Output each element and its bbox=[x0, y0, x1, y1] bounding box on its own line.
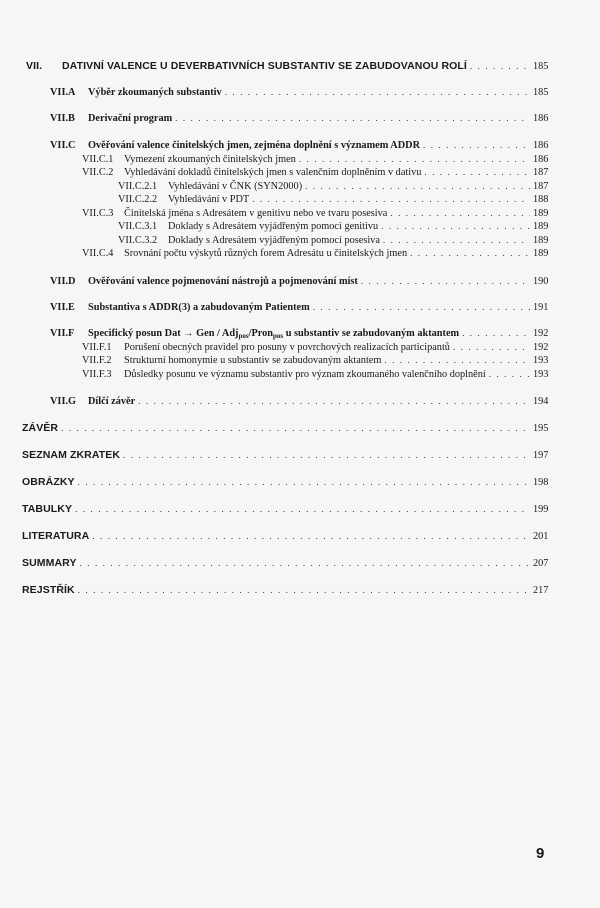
toc-entry-chapter[interactable] bbox=[22, 557, 548, 569]
toc-entry-subsection[interactable] bbox=[82, 248, 548, 259]
toc-entry-number: VII.B bbox=[50, 113, 75, 124]
toc-entry-title: ZÁVĚR bbox=[22, 422, 59, 434]
toc-entry-subsection[interactable] bbox=[82, 167, 548, 178]
toc-entry-title: OBRÁZKY bbox=[22, 476, 75, 488]
toc-entry-page: 192 bbox=[533, 342, 549, 353]
toc-entry-subsection[interactable] bbox=[82, 369, 548, 380]
leader-dots bbox=[489, 369, 530, 379]
leader-dots bbox=[313, 302, 530, 312]
leader-dots bbox=[78, 585, 530, 595]
toc-entry-number: VII. bbox=[26, 60, 43, 72]
leader-dots bbox=[92, 531, 530, 541]
toc-entry-number: VII.C.3.2 bbox=[118, 235, 158, 246]
toc-entry-page: 189 bbox=[533, 235, 549, 246]
leader-dots bbox=[361, 276, 530, 286]
leader-dots bbox=[384, 355, 530, 365]
toc-entry-chapter[interactable] bbox=[22, 476, 548, 488]
leader-dots bbox=[470, 61, 530, 71]
toc-entry-section[interactable] bbox=[50, 302, 548, 313]
leader-dots bbox=[138, 396, 530, 406]
toc-entry-title: Strukturní homonymie u substantiv se zabudovaným aktantem bbox=[124, 355, 382, 366]
toc-entry-page: 188 bbox=[533, 194, 549, 205]
leader-dots bbox=[381, 221, 530, 231]
toc-entry-number: VII.C.2.2 bbox=[118, 194, 158, 205]
toc-entry-title: Derivační program bbox=[88, 113, 173, 124]
leader-dots bbox=[225, 87, 530, 97]
toc-entry-page: 197 bbox=[533, 450, 549, 461]
toc-entry-subsubsection[interactable] bbox=[118, 194, 548, 205]
leader-dots bbox=[175, 113, 530, 123]
toc-entry-title: Doklady s Adresátem vyjádřeným pomocí posesiva bbox=[168, 235, 380, 246]
toc-entry-title: Ověřování valence činitelských jmen, zejména doplnění s významem ADDR bbox=[88, 140, 421, 151]
toc-entry-section[interactable] bbox=[50, 276, 548, 287]
leader-dots bbox=[410, 248, 530, 258]
toc-entry-page: 185 bbox=[533, 61, 549, 72]
toc-entry-number: VII.C.3.1 bbox=[118, 221, 158, 232]
toc-entry-title: Vymezení zkoumaných činitelských jmen bbox=[124, 154, 296, 165]
leader-dots bbox=[252, 194, 530, 204]
toc-entry-page: 187 bbox=[533, 181, 549, 192]
toc-entry-number: VII.C.2 bbox=[82, 167, 114, 178]
toc-entry-page: 190 bbox=[533, 276, 549, 287]
toc-entry-page: 199 bbox=[533, 504, 549, 515]
toc-entry-section[interactable] bbox=[50, 140, 548, 151]
leader-dots bbox=[453, 342, 530, 352]
toc-entry-page: 186 bbox=[533, 154, 549, 165]
toc-entry-subsection[interactable] bbox=[82, 208, 548, 219]
toc-entry-title: REJSTŘÍK bbox=[22, 584, 75, 596]
toc-entry-subsubsection[interactable] bbox=[118, 181, 548, 192]
toc-entry-page: 186 bbox=[533, 140, 549, 151]
toc-entry-title: Důsledky posunu ve významu substantiv pro význam zkoumaného valenčního doplnění bbox=[124, 369, 486, 380]
toc-entry-subsection[interactable] bbox=[82, 342, 548, 353]
toc-entry-subsection[interactable] bbox=[82, 154, 548, 165]
toc-entry-page: 198 bbox=[533, 477, 549, 488]
toc-entry-title: Vyhledávání dokladů činitelských jmen s valenčním doplněním v dativu bbox=[124, 167, 422, 178]
toc-entry-chapter[interactable] bbox=[22, 422, 548, 434]
toc-entry-section[interactable] bbox=[50, 396, 548, 407]
toc-entry-page: 185 bbox=[533, 87, 549, 98]
toc-entry-page: 193 bbox=[533, 369, 549, 380]
toc-entry-page: 187 bbox=[533, 167, 549, 178]
toc-entry-title: LITERATURA bbox=[22, 530, 90, 542]
toc-entry-page: 195 bbox=[533, 423, 549, 434]
toc-entry-section[interactable] bbox=[50, 328, 548, 339]
toc-entry-page: 189 bbox=[533, 248, 549, 259]
leader-dots bbox=[305, 181, 530, 191]
page-number: 9 bbox=[536, 845, 545, 862]
leader-dots bbox=[424, 167, 530, 177]
toc-entry-page: 193 bbox=[533, 355, 549, 366]
toc-entry-number: VII.C.3 bbox=[82, 208, 114, 219]
leader-dots bbox=[423, 140, 530, 150]
leader-dots bbox=[123, 450, 530, 460]
toc-entry-subsection[interactable] bbox=[82, 355, 548, 366]
toc-entry-number: VII.F bbox=[50, 328, 75, 339]
toc-entry-page: 217 bbox=[533, 585, 549, 596]
toc-entry-title: Srovnání počtu výskytů různých forem Adresátu u činitelských jmen bbox=[124, 248, 408, 259]
leader-dots bbox=[75, 504, 530, 514]
toc-entry-page: 189 bbox=[533, 208, 549, 219]
toc-entry-title: Doklady s Adresátem vyjádřeným pomocí genitivu bbox=[168, 221, 379, 232]
toc-entry-number: VII.C.1 bbox=[82, 154, 114, 165]
toc-entry-number: VII.C bbox=[50, 140, 76, 151]
toc-entry-chapter[interactable] bbox=[22, 449, 548, 461]
toc-entry-title: Substantiva s ADDR(3) a zabudovaným Patientem bbox=[88, 302, 310, 313]
leader-dots bbox=[383, 235, 530, 245]
toc-entry-title: Činitelská jména s Adresátem v genitivu nebo ve tvaru posesiva bbox=[124, 208, 388, 219]
toc-entry-page: 207 bbox=[533, 558, 549, 569]
toc-entry-number: VII.G bbox=[50, 396, 77, 407]
leader-dots bbox=[78, 477, 530, 487]
toc-entry-number: VII.C.4 bbox=[82, 248, 114, 259]
toc-entry-chapter[interactable] bbox=[22, 584, 548, 596]
leader-dots bbox=[61, 423, 530, 433]
toc-entry-page: 186 bbox=[533, 113, 549, 124]
toc-entry-section[interactable] bbox=[50, 87, 548, 98]
toc-entry-number: VII.A bbox=[50, 87, 76, 98]
toc-entry-page: 194 bbox=[533, 396, 549, 407]
toc-entry-page: 201 bbox=[533, 531, 549, 542]
toc-entry-title: TABULKY bbox=[22, 503, 73, 515]
toc-entry-title: Porušení obecných pravidel pro posuny v povrchových realizacích participantů bbox=[124, 342, 450, 353]
toc-entry-page: 192 bbox=[533, 328, 549, 339]
toc-entry-number: VII.F.1 bbox=[82, 342, 112, 353]
leader-dots bbox=[299, 154, 530, 164]
toc-entry-subsubsection[interactable] bbox=[118, 221, 548, 232]
toc-entry-title: Výběr zkoumaných substantiv bbox=[88, 87, 222, 98]
toc-entry-number: VII.F.2 bbox=[82, 355, 112, 366]
toc-entry-number: VII.F.3 bbox=[82, 369, 112, 380]
leader-dots bbox=[462, 328, 530, 338]
toc-entry-title: DATIVNÍ VALENCE U DEVERBATIVNÍCH SUBSTANTIV SE ZABUDOVANOU ROLÍ bbox=[62, 60, 467, 72]
toc-entry-chapter[interactable] bbox=[22, 530, 548, 542]
toc-entry-number: VII.D bbox=[50, 276, 76, 287]
toc-entry-title: Ověřování valence pojmenování nástrojů a pojmenování míst bbox=[88, 276, 358, 287]
toc-entry-title: Specifický posun Dat → Gen / Adj$_{pos}$/Pron$_{pos}$ u substantiv se zabudovaným aktantem bbox=[88, 328, 460, 340]
toc-entry-title: SUMMARY bbox=[22, 557, 77, 569]
toc-entry-chapter[interactable] bbox=[26, 60, 548, 72]
leader-dots bbox=[80, 558, 530, 568]
toc-entry-title: Vyhledávání v PDT bbox=[168, 194, 250, 205]
toc-entry-number: VII.E bbox=[50, 302, 75, 313]
toc-entry-section[interactable] bbox=[50, 113, 548, 124]
toc-entry-number: VII.C.2.1 bbox=[118, 181, 158, 192]
toc-entry-title: Vyhledávání v ČNK (SYN2000) bbox=[168, 181, 303, 192]
toc-entry-page: 191 bbox=[533, 302, 549, 313]
toc-entry-title: Dílčí závěr bbox=[88, 396, 136, 407]
toc-entry-chapter[interactable] bbox=[22, 503, 548, 515]
leader-dots bbox=[390, 208, 530, 218]
toc-entry-page: 189 bbox=[533, 221, 549, 232]
toc-entry-subsubsection[interactable] bbox=[118, 235, 548, 246]
toc-entry-title: SEZNAM ZKRATEK bbox=[22, 449, 121, 461]
